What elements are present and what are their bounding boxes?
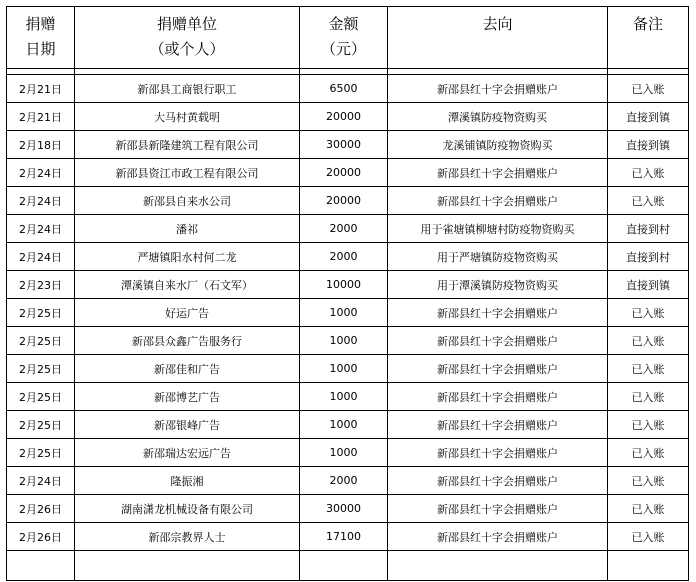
donor-cell: 新邵博艺广告 — [75, 383, 300, 411]
donor-cell: 潭溪镇自来水厂（石文军） — [75, 271, 300, 299]
amount-cell: 1000 — [300, 327, 388, 355]
date-cell: 2月24日 — [7, 159, 75, 187]
table-row — [7, 383, 689, 411]
table-row — [7, 187, 689, 215]
date-cell: 2月24日 — [7, 215, 75, 243]
header-date — [7, 7, 75, 69]
note-cell: 已入账 — [608, 159, 689, 187]
donor-cell: 新邵县资江市政工程有限公司 — [75, 159, 300, 187]
donor-cell: 潘祁 — [75, 215, 300, 243]
header-donor-line-1: 捐赠单位 — [156, 15, 217, 33]
date-cell: 2月21日 — [7, 103, 75, 131]
donor-cell: 湖南潇龙机械设备有限公司 — [75, 495, 300, 523]
note-cell: 已入账 — [608, 411, 689, 439]
table-row — [7, 271, 689, 299]
date-cell: 2月26日 — [7, 495, 75, 523]
table-row — [7, 411, 689, 439]
note-cell: 已入账 — [608, 383, 689, 411]
amount-cell: 2000 — [300, 215, 388, 243]
amount-cell: 30000 — [300, 131, 388, 159]
note-cell: 已入账 — [608, 327, 689, 355]
destination-cell: 新邵县红十字会捐赠账户 — [388, 439, 608, 467]
header-amount — [300, 7, 388, 69]
header-amount-line-2: （元） — [320, 40, 366, 58]
amount-cell: 1000 — [300, 355, 388, 383]
date-cell: 2月26日 — [7, 523, 75, 551]
table-row — [7, 75, 689, 103]
date-cell: 2月24日 — [7, 467, 75, 495]
destination-cell: 新邵县红十字会捐赠账户 — [388, 411, 608, 439]
donor-cell: 新邵瑞达宏远广告 — [75, 439, 300, 467]
amount-cell: 20000 — [300, 187, 388, 215]
donor-cell: 好运广告 — [75, 299, 300, 327]
amount-cell: 2000 — [300, 467, 388, 495]
table-row — [7, 523, 689, 551]
destination-cell: 新邵县红十字会捐赠账户 — [388, 355, 608, 383]
empty-cell — [388, 551, 608, 581]
header-date-line-2: 日期 — [25, 40, 56, 58]
destination-cell: 新邵县红十字会捐赠账户 — [388, 467, 608, 495]
empty-cell — [75, 551, 300, 581]
destination-cell: 龙溪铺镇防疫物资购买 — [388, 131, 608, 159]
empty-cell — [608, 551, 689, 581]
note-cell: 直接到村 — [608, 243, 689, 271]
amount-cell: 2000 — [300, 243, 388, 271]
table-row — [7, 495, 689, 523]
note-cell: 已入账 — [608, 187, 689, 215]
destination-cell: 新邵县红十字会捐赠账户 — [388, 299, 608, 327]
header-destination — [388, 7, 608, 69]
table-row — [7, 159, 689, 187]
empty-cell — [300, 551, 388, 581]
date-cell: 2月25日 — [7, 439, 75, 467]
note-cell: 已入账 — [608, 355, 689, 383]
date-cell: 2月25日 — [7, 355, 75, 383]
amount-cell: 1000 — [300, 439, 388, 467]
header-note — [608, 7, 689, 69]
donor-cell: 新邵宗教界人士 — [75, 523, 300, 551]
donor-cell: 大马村黄载明 — [75, 103, 300, 131]
destination-cell: 用于严塘镇防疫物资购买 — [388, 243, 608, 271]
destination-cell: 新邵县红十字会捐赠账户 — [388, 327, 608, 355]
date-cell: 2月25日 — [7, 411, 75, 439]
donor-cell: 新邵佳和广告 — [75, 355, 300, 383]
header-donor-line-2: （或个人） — [149, 40, 225, 58]
table-row — [7, 467, 689, 495]
date-cell: 2月23日 — [7, 271, 75, 299]
amount-cell: 17100 — [300, 523, 388, 551]
note-cell: 已入账 — [608, 495, 689, 523]
header-row — [7, 7, 689, 69]
donation-table — [6, 6, 689, 581]
note-cell: 直接到村 — [608, 215, 689, 243]
date-cell: 2月24日 — [7, 187, 75, 215]
header-date-line-1: 捐赠 — [25, 15, 56, 33]
note-cell: 已入账 — [608, 75, 689, 103]
amount-cell: 20000 — [300, 103, 388, 131]
donor-cell: 新邵县众鑫广告服务行 — [75, 327, 300, 355]
destination-cell: 新邵县红十字会捐赠账户 — [388, 495, 608, 523]
date-cell: 2月18日 — [7, 131, 75, 159]
amount-cell: 6500 — [300, 75, 388, 103]
table-row — [7, 299, 689, 327]
header-note-line-1: 备注 — [632, 15, 663, 33]
donor-cell: 新邵县新隆建筑工程有限公司 — [75, 131, 300, 159]
date-cell: 2月24日 — [7, 243, 75, 271]
date-cell: 2月21日 — [7, 75, 75, 103]
header-destination-line-1: 去向 — [482, 15, 513, 33]
destination-cell: 新邵县红十字会捐赠账户 — [388, 75, 608, 103]
donor-cell: 严塘镇阳水村何二龙 — [75, 243, 300, 271]
donor-cell: 新邵银峰广告 — [75, 411, 300, 439]
amount-cell: 1000 — [300, 383, 388, 411]
donor-cell: 隆振湘 — [75, 467, 300, 495]
donor-cell: 新邵县工商银行职工 — [75, 75, 300, 103]
destination-cell: 新邵县红十字会捐赠账户 — [388, 523, 608, 551]
amount-cell: 30000 — [300, 495, 388, 523]
destination-cell: 潭溪镇防疫物资购买 — [388, 103, 608, 131]
header-amount-line-1: 金额 — [328, 15, 359, 33]
destination-cell: 用于潭溪镇防疫物资购买 — [388, 271, 608, 299]
amount-cell: 20000 — [300, 159, 388, 187]
note-cell: 直接到镇 — [608, 271, 689, 299]
donor-cell: 新邵县自来水公司 — [75, 187, 300, 215]
note-cell: 直接到镇 — [608, 103, 689, 131]
empty-cell — [7, 551, 75, 581]
table-row — [7, 243, 689, 271]
amount-cell: 10000 — [300, 271, 388, 299]
amount-cell: 1000 — [300, 299, 388, 327]
amount-cell: 1000 — [300, 411, 388, 439]
note-cell: 直接到镇 — [608, 131, 689, 159]
table-row — [7, 215, 689, 243]
date-cell: 2月25日 — [7, 327, 75, 355]
date-cell: 2月25日 — [7, 383, 75, 411]
table-row — [7, 103, 689, 131]
date-cell: 2月25日 — [7, 299, 75, 327]
note-cell: 已入账 — [608, 467, 689, 495]
table-row — [7, 355, 689, 383]
table-row — [7, 131, 689, 159]
table-row — [7, 327, 689, 355]
note-cell: 已入账 — [608, 299, 689, 327]
note-cell: 已入账 — [608, 523, 689, 551]
note-cell: 已入账 — [608, 439, 689, 467]
empty-row — [7, 551, 689, 581]
destination-cell: 新邵县红十字会捐赠账户 — [388, 159, 608, 187]
destination-cell: 用于雀塘镇柳塘村防疫物资购买 — [388, 215, 608, 243]
destination-cell: 新邵县红十字会捐赠账户 — [388, 187, 608, 215]
table-row — [7, 439, 689, 467]
destination-cell: 新邵县红十字会捐赠账户 — [388, 383, 608, 411]
header-donor — [75, 7, 300, 69]
